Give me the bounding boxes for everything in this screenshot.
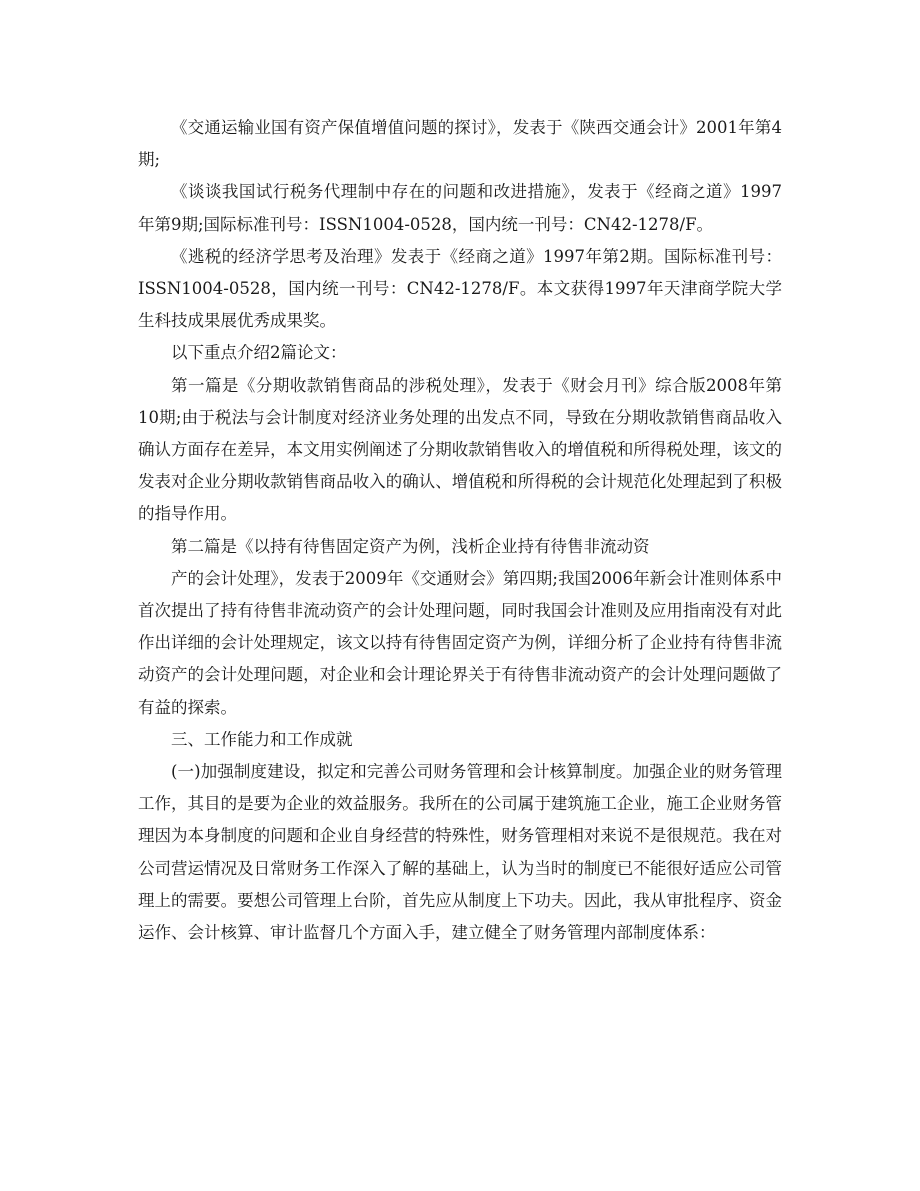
paragraph-article-tax-agency: 《谈谈我国试行税务代理制中存在的问题和改进措施》，发表于《经商之道》1997年第9期;国际标准刊号：ISSN1004-0528，国内统一刊号：CN42-1278/F。 (138, 182, 782, 234)
paragraph-intro-two-papers: 以下重点介绍2篇论文： (171, 343, 347, 363)
paragraph-second-paper-title: 第二篇是《以持有待售固定资产为例，浅析企业持有待售非流动资 (171, 536, 650, 556)
section-heading-work-ability: 三、工作能力和工作成就 (171, 729, 353, 749)
document-body (138, 112, 782, 949)
paragraph-system-building: (一)加强制度建设，拟定和完善公司财务管理和会计核算制度。加强企业的财务管理工作，其目的是要为企业的效益服务。我所在的公司属于建筑施工企业，施工企业财务管理因为本身制度的问题和企业自身经营的特殊性，财务管理相对来说不是很规范。我在对公司营运情况及日常财务工作深入了解的基础上，认为当时的制度已不能很好适应公司管理上的需要。要想公司管理上台阶，首先应从制度上下功夫。因此，我从审批程序、资金运作、会计核算、审计监督几个方面入手，建立健全了财务管理内部制度体系： (138, 762, 782, 943)
paragraph-first-paper: 第一篇是《分期收款销售商品的涉税处理》，发表于《财会月刊》综合版2008年第10期;由于税法与会计制度对经济业务处理的出发点不同，导致在分期收款销售商品收入确认方面存在差异，本文用实例阐述了分期收款销售收入的增值税和所得税处理，该文的发表对企业分期收款销售商品收入的确认、增值税和所得税的会计规范化处理起到了积极的指导作用。 (138, 375, 782, 524)
paragraph-article-state-assets: 《交通运输业国有资产保值增值问题的探讨》，发表于《陕西交通会计》2001年第4期; (138, 118, 782, 170)
paragraph-second-paper-body: 产的会计处理》，发表于2009年《交通财会》第四期;我国2006年新会计准则体系中首次提出了持有待售非流动资产的会计处理问题，同时我国会计准则及应用指南没有对此作出详细的会计处理规定，该文以持有待售固定资产为例，详细分析了企业持有待售非流动资产的会计处理问题，对企业和会计理论界关于有待售非流动资产的会计处理问题做了有益的探索。 (138, 568, 782, 717)
paragraph-article-tax-evasion: 《逃税的经济学思考及治理》发表于《经商之道》1997年第2期。国际标准刊号：ISSN1004-0528，国内统一刊号：CN42-1278/F。本文获得1997年天津商学院大学生科技成果展优秀成果奖。 (138, 246, 782, 331)
